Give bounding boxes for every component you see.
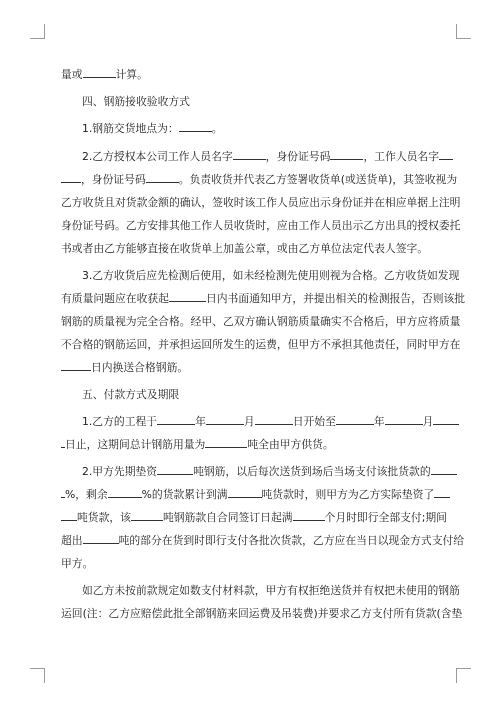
heading-text: 五、付款方式及期限 bbox=[82, 388, 180, 401]
text-line bbox=[61, 509, 447, 527]
text-line bbox=[61, 486, 450, 504]
fill-in-blank bbox=[61, 171, 81, 183]
text-run: 2.乙方授权本公司工作人员名字 bbox=[82, 150, 233, 163]
fill-in-blank bbox=[385, 413, 423, 425]
text-line bbox=[82, 120, 222, 138]
text-run: 吨全由甲方供货。 bbox=[247, 438, 334, 451]
fill-in-blank bbox=[439, 148, 453, 160]
fill-in-blank bbox=[434, 486, 450, 498]
fill-in-blank bbox=[61, 359, 91, 371]
text-run: %的货款累计到满 bbox=[141, 488, 228, 501]
text-run: ，工作人员名字 bbox=[363, 150, 440, 163]
text-line: 身份证号码。乙方安排其他工作人员收货时，应由工作人员出示乙方出具的授权委托 bbox=[61, 219, 461, 232]
fill-in-blank bbox=[233, 148, 266, 160]
text-run: 吨货款时，则甲方为乙方实际垫资了 bbox=[261, 488, 435, 501]
fill-in-blank bbox=[61, 509, 77, 521]
corner-crop-mark-top-right bbox=[456, 24, 471, 39]
fill-in-blank bbox=[433, 413, 459, 425]
text-run: 月 bbox=[422, 415, 434, 428]
text-run: 吨货款，该 bbox=[77, 511, 131, 524]
text-run: 吨钢筋款自合同签订日起满 bbox=[162, 511, 293, 524]
fill-in-blank bbox=[255, 413, 293, 425]
text-run: %，剩余 bbox=[65, 488, 108, 501]
text-run: 。负责收货并代表乙方签署收货单(或送货单)，其签收视为 bbox=[178, 173, 458, 186]
text-line bbox=[61, 66, 148, 84]
text-run: 年 bbox=[195, 415, 206, 428]
fill-in-blank bbox=[179, 120, 212, 132]
fill-in-blank bbox=[108, 486, 142, 498]
text-line: 如乙方未按前款规定如数支付材料款，甲方有权拒绝送货并有权把未使用的钢筋 bbox=[82, 584, 460, 597]
text-run: 个月时即行全部支付;期间 bbox=[324, 511, 447, 524]
text-line bbox=[82, 463, 457, 481]
text-run: 日内换送合格钢筋。 bbox=[91, 361, 189, 374]
text-line bbox=[61, 171, 457, 189]
corner-crop-mark-top-left bbox=[30, 24, 45, 39]
text-line: 甲方。 bbox=[61, 557, 94, 570]
fill-in-blank bbox=[146, 171, 179, 183]
text-run: 超出 bbox=[61, 534, 83, 547]
fill-in-blank bbox=[169, 290, 206, 302]
text-line bbox=[82, 148, 453, 166]
heading-text: 四、钢筋接收验收方式 bbox=[82, 95, 190, 108]
fill-in-blank bbox=[157, 463, 193, 475]
fill-in-blank bbox=[205, 436, 247, 448]
text-run: 吨的部分在货到时即行支付各批次货款，乙方应在当日以现金方式支付给 bbox=[118, 534, 465, 547]
text-run: 2.甲方先期垫资 bbox=[82, 465, 158, 478]
text-run: 日开始至 bbox=[292, 415, 336, 428]
text-run: 日止，这期间总计钢筋用量为 bbox=[65, 438, 206, 451]
text-run: 年 bbox=[373, 415, 385, 428]
text-line bbox=[61, 436, 334, 454]
text-line bbox=[61, 290, 465, 308]
section-heading bbox=[82, 386, 179, 404]
text-run: ，身份证号码 bbox=[265, 150, 331, 163]
text-run: 1.钢筋交货地点为： bbox=[82, 122, 179, 135]
text-line bbox=[61, 359, 188, 377]
text-run: 吨钢筋，以后每次送货到场后当场支付该批货款的 bbox=[193, 465, 431, 478]
section-heading bbox=[82, 93, 190, 111]
text-line: 运回(注：乙方应赔偿此批全部钢筋来回运费及吊装费)并要求乙方支付所有货款(含垫 bbox=[61, 607, 463, 620]
text-run: 月 bbox=[243, 415, 255, 428]
text-line: 3.乙方收货后应先检测后使用，如未经检测先使用则视为合格。乙方收货如发现 bbox=[82, 269, 460, 282]
fill-in-blank bbox=[83, 532, 119, 544]
fill-in-blank bbox=[157, 413, 195, 425]
text-line bbox=[82, 413, 459, 431]
fill-in-blank bbox=[131, 509, 163, 521]
text-line: 不合格的钢筋运回，并承担运回所发生的运费，但甲方不承担其他责任，同时甲方在 bbox=[61, 338, 461, 351]
text-line: 钢筋的质量视为完全合格。经甲、乙双方确认钢筋质量确实不合格后，甲方应将质量 bbox=[61, 315, 461, 328]
text-run: 计算。 bbox=[115, 68, 148, 81]
text-run: 日内书面通知甲方，并提出相关的检测报告，否则该批 bbox=[205, 292, 466, 305]
text-run: 有质量问题应在收获起 bbox=[61, 292, 169, 305]
text-run: 1.乙方的工程于 bbox=[82, 415, 158, 428]
fill-in-blank bbox=[336, 413, 374, 425]
text-run: 量或 bbox=[61, 68, 83, 81]
fill-in-blank bbox=[206, 413, 244, 425]
fill-in-blank bbox=[83, 66, 116, 78]
corner-crop-mark-bottom-left bbox=[30, 668, 45, 683]
text-line bbox=[61, 532, 465, 550]
fill-in-blank bbox=[330, 148, 363, 160]
corner-crop-mark-bottom-right bbox=[456, 668, 471, 683]
fill-in-blank bbox=[228, 486, 262, 498]
text-line: 乙方收货且对货款金额的确认，签收时该工作人员应出示身份证并在相应单据上注明 bbox=[61, 196, 461, 209]
text-run: 。 bbox=[211, 122, 223, 135]
fill-in-blank bbox=[431, 463, 457, 475]
text-run: ，身份证号码 bbox=[81, 173, 146, 186]
text-line: 书或者由乙方能够直接在收货单上加盖公章，或由乙方单位法定代表人签字。 bbox=[61, 242, 429, 255]
fill-in-blank bbox=[293, 509, 325, 521]
